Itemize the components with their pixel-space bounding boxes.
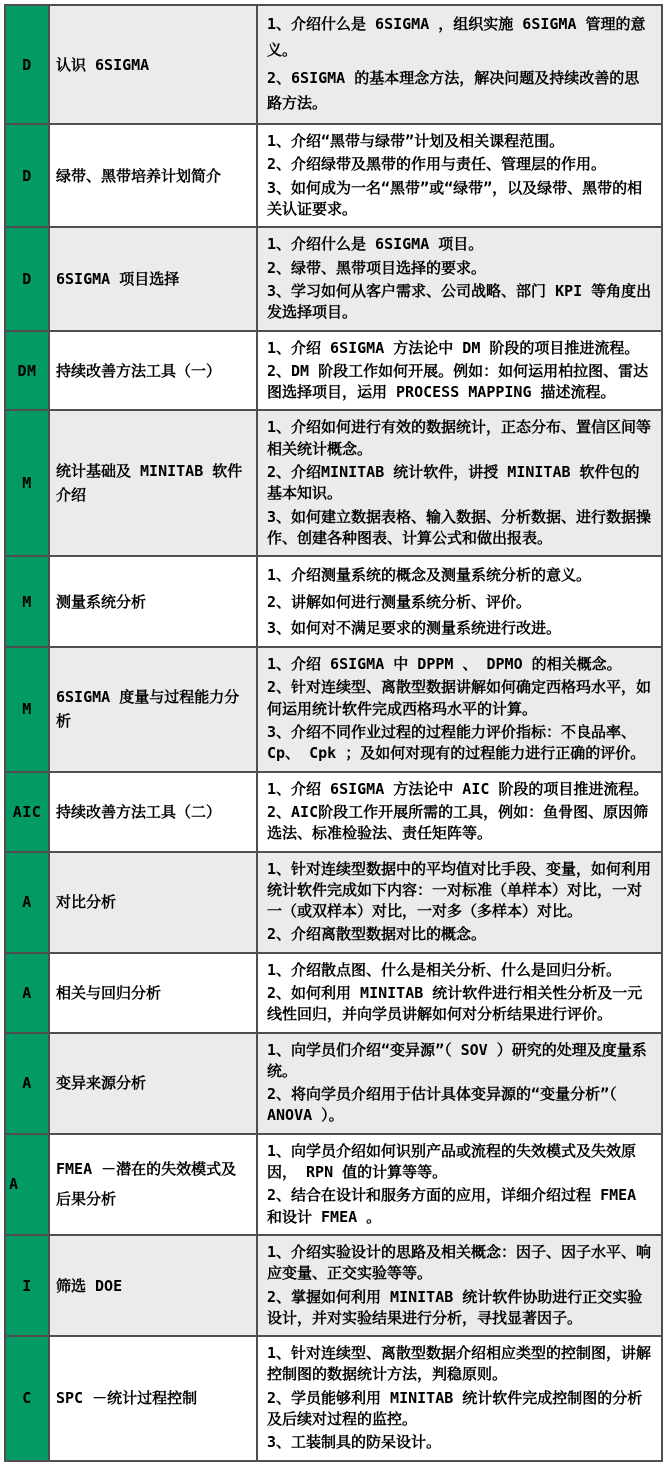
course-desc-cell <box>258 853 661 952</box>
table-row <box>6 330 661 410</box>
course-title-cell: 统计基础及 MINITAB 软件介绍 <box>50 411 258 555</box>
table-row <box>6 6 661 123</box>
course-point: 1、介绍测量系统的概念及测量系统分析的意义。 <box>267 566 592 585</box>
table-row <box>6 771 661 851</box>
course-point: 3、如何对不满足要求的测量系统进行改进。 <box>267 618 562 637</box>
course-title-cell: 6SIGMA 项目选择 <box>50 228 258 329</box>
table-row <box>6 1234 661 1335</box>
phase-cell: C <box>6 1337 50 1459</box>
course-title-cell: FMEA －潜在的失效模式及后果分析 <box>50 1135 258 1234</box>
table-row <box>6 851 661 952</box>
phase-cell: A <box>6 1034 50 1133</box>
phase-cell: AIC <box>6 773 50 851</box>
table-row <box>6 1335 661 1459</box>
table-row <box>6 646 661 770</box>
course-point: 2、DM 阶段工作如何开展。例如：如何运用柏拉图、雷达图选择项目，运用 PROCESS MAPPING 描述流程。 <box>267 361 649 402</box>
course-title-cell: 6SIGMA 度量与过程能力分析 <box>50 648 258 770</box>
course-title-cell: 筛选 DOE <box>50 1236 258 1335</box>
course-point: 2、介绍绿带及黑带的作用与责任、管理层的作用。 <box>267 155 607 174</box>
course-point: 1、向学员们介绍“变异源”（ SOV ）研究的处理及度量系统。 <box>267 1040 647 1080</box>
table-row <box>6 409 661 555</box>
course-title-cell: 测量系统分析 <box>50 557 258 646</box>
course-point: 1、介绍“黑带与绿带”计划及相关课程范围。 <box>267 132 565 151</box>
course-point: 3、介绍不同作业过程的过程能力评价指标：不良品率、Cp、 Cpk ；及如何对现有的过程能力进行正确的评价。 <box>267 723 646 763</box>
course-desc-cell <box>258 648 661 770</box>
table-row <box>6 952 661 1032</box>
table-row <box>6 555 661 646</box>
course-title-cell: 持续改善方法工具（一） <box>50 332 258 410</box>
course-point: 1、介绍 6SIGMA 方法论中 AIC 阶段的项目推进流程。 <box>267 779 649 798</box>
course-point: 2、讲解如何进行测量系统分析、评价。 <box>267 592 532 611</box>
course-title-cell: 对比分析 <box>50 853 258 952</box>
phase-cell: A <box>6 954 50 1032</box>
course-desc-cell <box>258 773 661 851</box>
course-desc-cell <box>258 954 661 1032</box>
phase-cell: A <box>6 1135 50 1234</box>
course-point: 3、如何成为一名“黑带”或“绿带”，以及绿带、黑带的相关认证要求。 <box>267 178 643 219</box>
course-title-cell: 持续改善方法工具（二） <box>50 773 258 851</box>
phase-cell: A <box>6 853 50 952</box>
phase-cell: D <box>6 6 50 123</box>
phase-cell: M <box>6 648 50 770</box>
course-point: 2、绿带、黑带项目选择的要求。 <box>267 258 487 277</box>
course-point: 3、学习如何从客户需求、公司战略、部门 KPI 等角度出发选择项目。 <box>267 281 652 322</box>
course-point: 1、介绍什么是 6SIGMA 项目。 <box>267 235 484 254</box>
course-point: 1、介绍什么是 6SIGMA ，组织实施 6SIGMA 管理的意义。 <box>267 15 646 59</box>
course-point: 1、介绍 6SIGMA 中 DPPM 、 DPMO 的相关概念。 <box>267 655 622 674</box>
table-row <box>6 123 661 226</box>
course-desc-cell <box>258 125 661 226</box>
course-point: 1、介绍散点图、什么是相关分析、什么是回归分析。 <box>267 960 622 979</box>
course-point: 1、介绍 6SIGMA 方法论中 DM 阶段的项目推进流程。 <box>267 338 640 357</box>
course-point: 1、向学员介绍如何识别产品或流程的失效模式及失效原因， RPN 值的计算等等。 <box>267 1141 637 1182</box>
course-title-cell: 认识 6SIGMA <box>50 6 258 123</box>
course-point: 3、如何建立数据表格、输入数据、分析数据、进行数据操作、创建各种图表、计算公式和做出报表。 <box>267 507 652 547</box>
course-point: 1、针对连续型、离散型数据介绍相应类型的控制图，讲解控制图的数据统计方法，判稳原则。 <box>267 1344 652 1384</box>
course-point: 3、工装制具的防呆设计。 <box>267 1433 442 1452</box>
course-desc-cell <box>258 411 661 555</box>
course-point: 2、介绍离散型数据对比的概念。 <box>267 925 487 944</box>
course-point: 2、针对连续型、离散型数据讲解如何确定西格玛水平，如何运用统计软件完成西格玛水平的计算。 <box>267 678 652 718</box>
course-point: 2、掌握如何利用 MINITAB 统计软件协助进行正交实验设计，并对实验结果进行分析，寻找显著因子。 <box>267 1287 643 1327</box>
phase-cell: I <box>6 1236 50 1335</box>
course-table <box>4 4 663 1462</box>
course-point: 2、如何利用 MINITAB 统计软件进行相关性分析及一元线性回归，并向学员讲解如何对分析结果进行评价。 <box>267 983 643 1024</box>
course-title-cell: 相关与回归分析 <box>50 954 258 1032</box>
course-desc-cell <box>258 1337 661 1459</box>
course-desc-cell <box>258 228 661 329</box>
course-desc-cell <box>258 1236 661 1335</box>
course-point: 2、AIC阶段工作开展所需的工具，例如：鱼骨图、原因筛选法、标准检验法、责任矩阵等。 <box>267 802 649 843</box>
course-point: 2、结合在设计和服务方面的应用，详细介绍过程 FMEA 和设计 FMEA 。 <box>267 1186 637 1226</box>
phase-cell: M <box>6 411 50 555</box>
phase-cell: D <box>6 228 50 329</box>
course-point: 2、将向学员介绍用于估计具体变异源的“变量分析”（ ANOVA ）。 <box>267 1085 617 1125</box>
course-point: 2、介绍MINITAB 统计软件，讲授 MINITAB 软件包的基本知识。 <box>267 463 640 503</box>
phase-cell: DM <box>6 332 50 410</box>
course-title-cell: 绿带、黑带培养计划简介 <box>50 125 258 226</box>
table-row <box>6 1133 661 1234</box>
course-desc-cell <box>258 332 661 410</box>
course-desc-cell <box>258 1034 661 1133</box>
course-point: 1、针对连续型数据中的平均值对比手段、变量，如何利用统计软件完成如下内容：一对标准（单样本）对比，一对一（或双样本）对比，一对多（多样本）对比。 <box>267 859 652 921</box>
course-desc-cell <box>258 1135 661 1234</box>
course-point: 1、介绍实验设计的思路及相关概念：因子、因子水平、响应变量、正交实验等等。 <box>267 1242 652 1283</box>
table-row <box>6 226 661 329</box>
phase-cell: D <box>6 125 50 226</box>
table-row <box>6 1032 661 1133</box>
course-title-cell: SPC －统计过程控制 <box>50 1337 258 1459</box>
phase-cell: M <box>6 557 50 646</box>
course-desc-cell <box>258 557 661 646</box>
course-point: 2、学员能够利用 MINITAB 统计软件完成控制图的分析及后续对过程的监控。 <box>267 1388 643 1429</box>
course-title-cell: 变异来源分析 <box>50 1034 258 1133</box>
course-desc-cell <box>258 6 661 123</box>
course-point: 2、6SIGMA 的基本理念方法，解决问题及持续改善的思路方法。 <box>267 68 640 113</box>
course-point: 1、介绍如何进行有效的数据统计，正态分布、置信区间等相关统计概念。 <box>267 418 652 458</box>
